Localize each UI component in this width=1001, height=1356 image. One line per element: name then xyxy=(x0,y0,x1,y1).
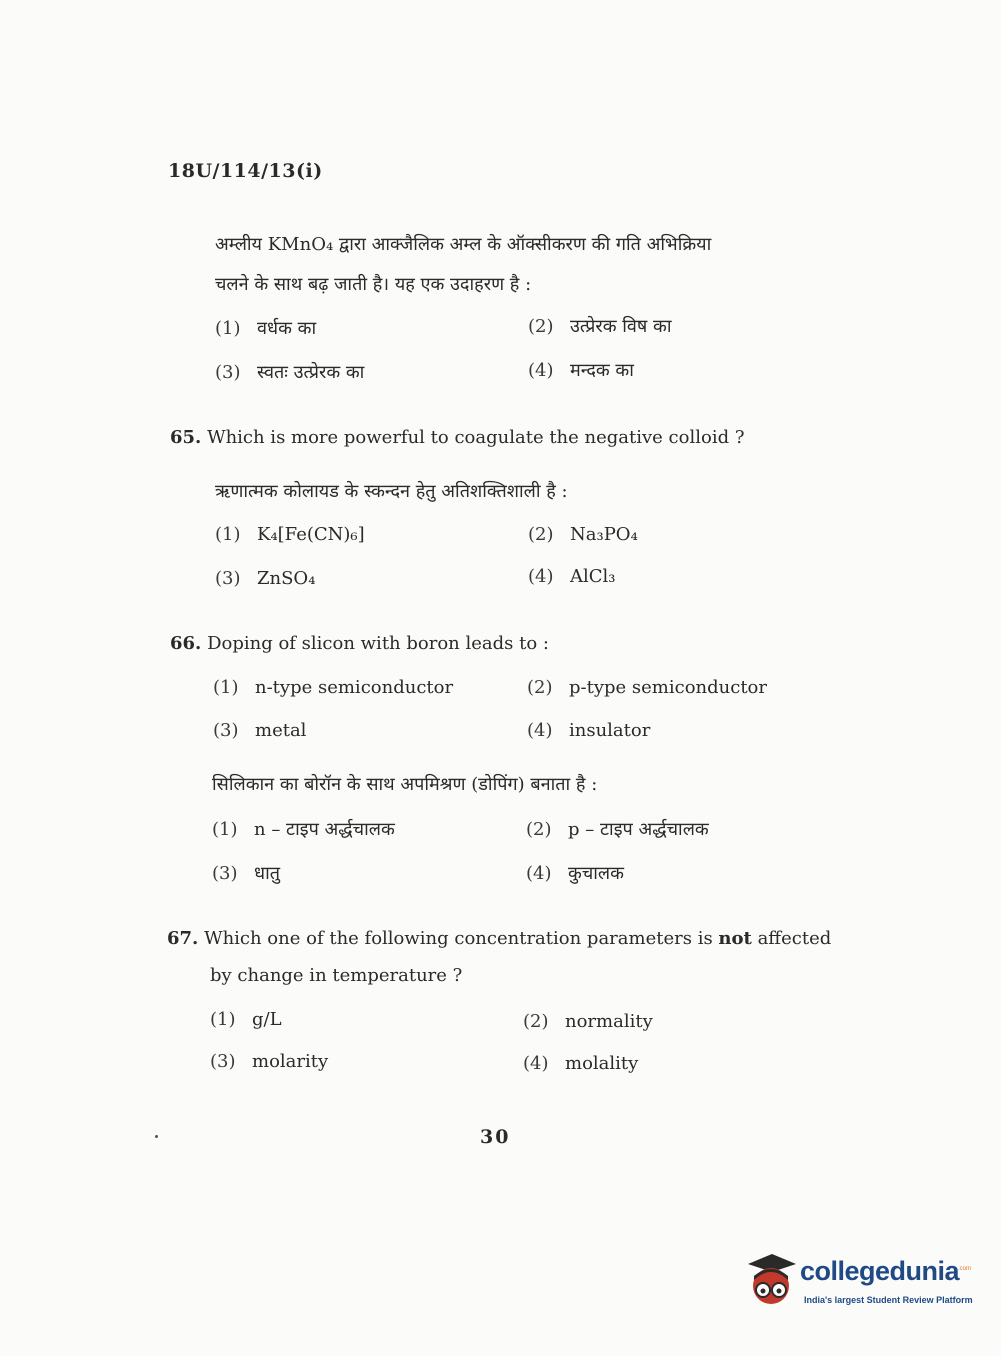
option-text: n – टाइप अर्द्धचालक xyxy=(254,819,395,840)
q65-option-1 xyxy=(215,524,365,545)
option-number: (2) xyxy=(526,819,552,840)
option-text: कुचालक xyxy=(568,863,624,884)
option-text: धातु xyxy=(254,863,280,884)
option-number: (3) xyxy=(210,1051,236,1072)
option-number: (4) xyxy=(527,720,553,741)
option-number: (2) xyxy=(523,1011,549,1032)
q67-option-3 xyxy=(210,1051,328,1072)
option-number: (4) xyxy=(528,566,554,587)
option-number: (4) xyxy=(526,863,552,884)
q66-option-4 xyxy=(527,720,650,741)
option-text: g/L xyxy=(252,1009,282,1030)
option-text: insulator xyxy=(569,720,651,741)
q67-question-line2: by change in temperature ? xyxy=(210,965,463,986)
option-text: AlCl₃ xyxy=(570,566,616,587)
question-number: 65. xyxy=(170,427,202,448)
emphasis-word: not xyxy=(718,928,752,949)
option-number: (2) xyxy=(527,677,553,698)
q67-question-line1 xyxy=(167,928,831,949)
paper-code: 18U/114/13(i) xyxy=(168,160,323,182)
logo-suffix: .com xyxy=(958,1266,972,1272)
q66-option-3 xyxy=(213,720,306,741)
option-text: p – टाइप अर्द्धचालक xyxy=(568,819,709,840)
q65-option-4 xyxy=(528,566,616,587)
logo-wordmark: collegedunia xyxy=(800,1256,960,1286)
option-number: (1) xyxy=(210,1009,236,1030)
q64-option-3 xyxy=(215,360,364,384)
option-number: (2) xyxy=(528,524,554,545)
option-text: normality xyxy=(565,1011,653,1032)
mascot-icon xyxy=(742,1250,800,1310)
option-text: वर्धक का xyxy=(257,318,317,339)
q66-hindi-option-4 xyxy=(526,861,624,885)
q64-hindi-line2: चलने के साथ बढ़ जाती है। यह एक उदाहरण है : xyxy=(215,274,532,295)
question-text: Which one of the following concentration parameters is xyxy=(204,928,713,949)
question-text: Which is more powerful to coagulate the negative colloid ? xyxy=(207,427,745,448)
q64-option-4 xyxy=(528,358,634,382)
q65-question xyxy=(170,427,744,448)
page-number: 30 xyxy=(480,1126,511,1148)
q64-option-2 xyxy=(528,314,672,338)
logo-tagline: India's largest Student Review Platform xyxy=(804,1295,973,1305)
option-number: (4) xyxy=(528,360,554,381)
q65-hindi: ऋणात्मक कोलायड के स्कन्दन हेतु अतिशक्तिशाली है : xyxy=(215,481,568,502)
option-text: ZnSO₄ xyxy=(257,568,316,589)
q65-option-3 xyxy=(215,568,315,589)
option-number: (3) xyxy=(212,863,238,884)
scan-speck xyxy=(155,1135,158,1138)
q67-option-2 xyxy=(523,1011,653,1032)
option-number: (2) xyxy=(528,316,554,337)
q66-hindi-option-3 xyxy=(212,861,280,885)
option-number: (1) xyxy=(215,524,241,545)
option-text: स्वतः उत्प्रेरक का xyxy=(257,362,365,383)
option-text: K₄[Fe(CN)₆] xyxy=(257,524,365,545)
option-number: (1) xyxy=(213,677,239,698)
q66-question xyxy=(170,633,549,654)
q67-option-4 xyxy=(523,1053,638,1074)
question-number: 66. xyxy=(170,633,202,654)
collegedunia-logo[interactable] xyxy=(742,1250,972,1320)
q66-hindi-option-2 xyxy=(526,817,709,841)
q66-option-1 xyxy=(213,677,453,698)
option-text: metal xyxy=(255,720,307,741)
q66-option-2 xyxy=(527,677,767,698)
option-number: (3) xyxy=(213,720,239,741)
q65-option-2 xyxy=(528,524,638,545)
q66-hindi: सिलिकान का बोरॉन के साथ अपमिश्रण (डोपिंग) बनाता है : xyxy=(212,774,598,795)
option-text: Na₃PO₄ xyxy=(570,524,638,545)
q64-hindi-line1: अम्लीय KMnO₄ द्वारा आक्जैलिक अम्ल के ऑक्सीकरण की गति अभिक्रिया xyxy=(215,234,712,255)
option-number: (3) xyxy=(215,362,241,383)
q66-hindi-option-1 xyxy=(212,817,395,841)
q64-option-1 xyxy=(215,316,316,340)
option-number: (1) xyxy=(212,819,238,840)
option-number: (1) xyxy=(215,318,241,339)
option-text: n-type semiconductor xyxy=(255,677,454,698)
option-text: molality xyxy=(565,1053,639,1074)
option-text: p-type semiconductor xyxy=(569,677,767,698)
option-text: उत्प्रेरक विष का xyxy=(570,316,672,337)
question-text-end: affected xyxy=(757,928,832,949)
option-number: (4) xyxy=(523,1053,549,1074)
question-text: Doping of slicon with boron leads to : xyxy=(207,633,549,654)
option-text: मन्दक का xyxy=(570,360,634,381)
q67-option-1 xyxy=(210,1009,282,1030)
question-number: 67. xyxy=(167,928,199,949)
option-number: (3) xyxy=(215,568,241,589)
option-text: molarity xyxy=(252,1051,329,1072)
